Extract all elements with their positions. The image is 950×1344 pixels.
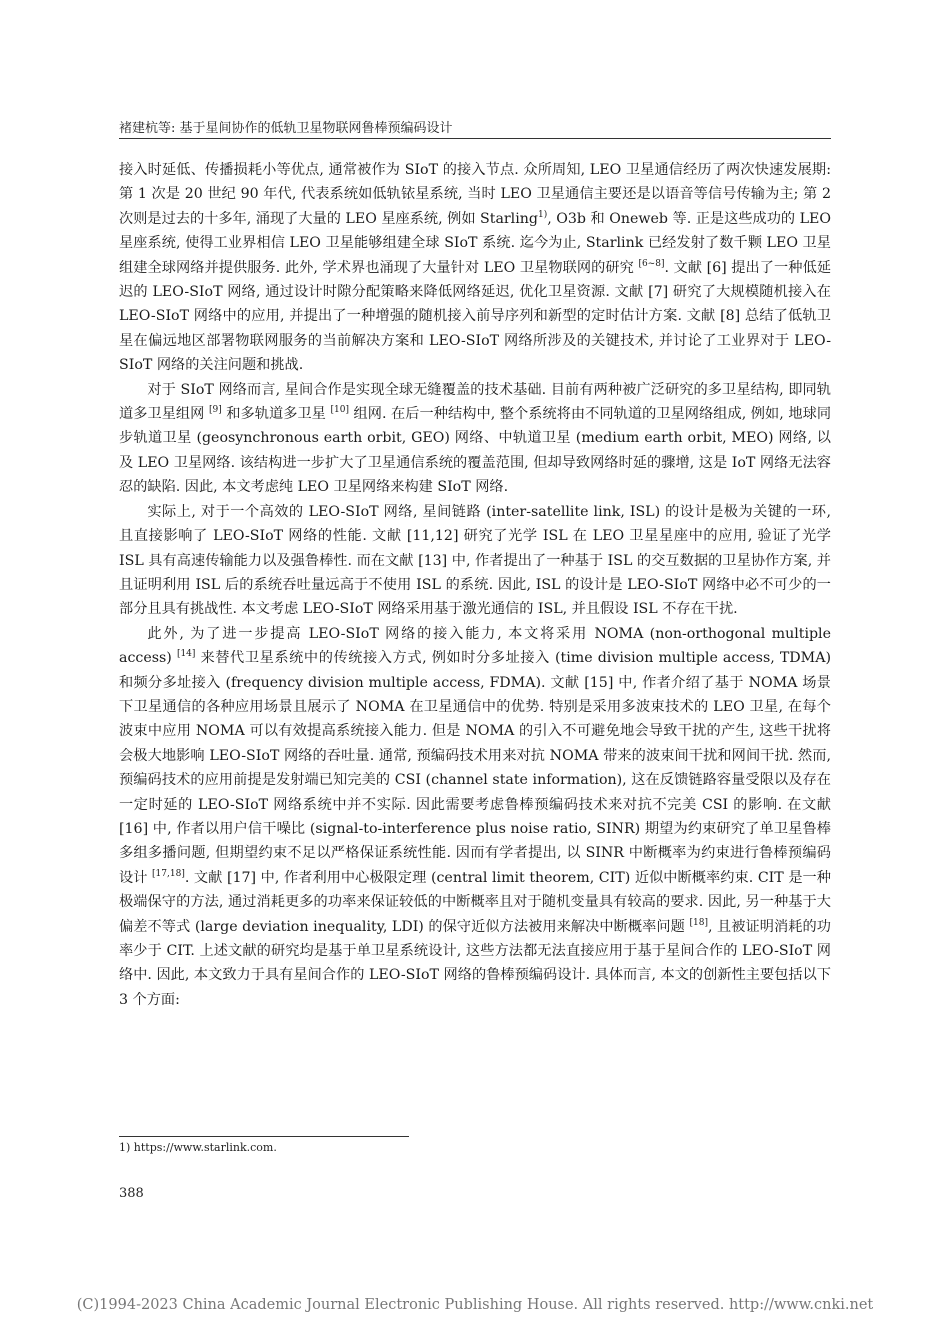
citation-superscript: [14] (176, 649, 196, 660)
paragraph-text: 此外, 为了进一步提高 LEO-SIoT 网络的接入能力, 本文将采用 NOMA (non-orthogonal multiple access) (119, 625, 831, 667)
footnote-rule (119, 1136, 409, 1137)
paragraph-text: 实际上, 对于一个高效的 LEO-SIoT 网络, 星间链路 (inter-satellite link, ISL) 的设计是极为关键的一环, 且直接影响了 LEO-SIoT 网络的性能. 文献 [11,12] 研究了光学 ISL 在 LEO 卫星星座中的应用, 验证了光学 ISL 具有高速传输能力以及强鲁棒性. 而在文献 [13] 中, 作者提出了一种基于 ISL 的交互数据的卫星协作方案, 并且证明利用 ISL 后的系统吞吐量远高于不使用 ISL 的系统. 因此, ISL 的设计是 LEO-SIoT 网络中必不可少的一部分且具有挑战性. 本文考虑 LEO-SIoT 网络采用基于激光通信的 ISL, 并且假设 ISL 不存在干扰. (119, 503, 831, 618)
body-text (119, 158, 831, 1012)
running-header: 褚建杭等: 基于星间协作的低轨卫星物联网鲁棒预编码设计 (119, 121, 453, 136)
paragraph (119, 378, 831, 500)
paragraph (119, 622, 831, 1013)
paragraph-text: 组网. 在后一种结构中, 整个系统将由不同轨道的卫星网络组成, 例如, 地球同步轨道卫星 (geosynchronous earth orbit, GEO) 网络、中轨道卫星 (medium earth orbit, MEO) 网络, 以及 LEO 卫星网络. 该结构进一步扩大了卫星通信系统的覆盖范围, 但却导致网络时延的骤增, 这是 IoT 网络无法容忍的缺陷. 因此, 本文考虑纯 LEO 卫星网络来构建 SIoT 网络. (119, 406, 832, 496)
page-number: 388 (119, 1186, 144, 1201)
paragraph-text: . 文献 [6] 提出了一种低延迟的 LEO-SIoT 网络, 通过设计时隙分配策略来降低网络延迟, 优化卫星资源. 文献 [7] 研究了大规模随机接入在 LEO-SIoT 网络中的应用, 并提出了一种增强的随机接入前导序列和新型的定时估计方案. 文献 [8] 总结了低轨卫星在偏远地区部署物联网服务的当前解决方案和 LEO-SIoT 网络所涉及的关键技术, 并讨论了工业界对于 LEO-SIoT 网络的关注问题和挑战. (119, 259, 832, 374)
citation-superscript: [17,18] (152, 868, 185, 879)
footnote: 1) https://www.starlink.com. (119, 1141, 277, 1154)
header-rule (119, 138, 831, 139)
paragraph (119, 158, 831, 378)
paragraph-text: . 文献 [17] 中, 作者利用中心极限定理 (central limit theorem, CIT) 近似中断概率约束. CIT 是一种极端保守的方法, 通过消耗更多的功率来保证较低的中断概率且对于随机变量具有较高的要求. 因此, 另一种基于大偏差不等式 (large deviation inequality, LDI) 的保守近似方法被用来解决中断概率问题 (119, 869, 831, 935)
citation-superscript: [10] (330, 405, 349, 416)
paragraph-text: , O3b 和 Oneweb 等. 正是这些成功的 LEO 星座系统, 使得工业界相信 LEO 卫星能够组建全球 SIoT 系统. 迄今为止, Starlink 已经发射了数千颗 LEO 卫星组建全球网络并提供服务. 此外, 学术界也涌现了大量针对 LEO 卫星物联网的研究 (119, 210, 831, 276)
citation-superscript: [18] (689, 917, 708, 928)
paragraph-text: 和多轨道多卫星 (221, 406, 331, 423)
paragraph-text: 对于 SIoT 网络而言, 星间合作是实现全球无缝覆盖的技术基础. 目前有两种被广泛研究的多卫星结构, 即同轨道多卫星组网 (119, 381, 831, 423)
paragraph-text: 接入时延低、传播损耗小等优点, 通常被作为 SIoT 的接入节点. 众所周知, LEO 卫星通信经历了两次快速发展期: 第 1 次是 20 世纪 90 年代, 代表系统如低轨铱星系统, 当时 LEO 卫星通信主要还是以语音等信号传输为主; 第 2 次则是过去的十多年, 涌现了大量的 LEO 星座系统, 例如 Starling (119, 162, 831, 227)
citation-superscript: [9] (208, 405, 222, 416)
citation-superscript: 1) (537, 209, 548, 220)
citation-superscript: [6~8] (638, 258, 665, 269)
copyright-notice: (C)1994-2023 China Academic Journal Electronic Publishing House. All rights reserved. http://www.cnki.net (76, 1297, 874, 1313)
paragraph-text: 来替代卫星系统中的传统接入方式, 例如时分多址接入 (time division multiple access, TDMA) 和频分多址接入 (frequency division multiple access, FDMA). 文献 [15] 中, 作者介绍了基于 NOMA 场景下卫星通信的各种应用场景且展示了 NOMA 在卫星通信中的优势. 特别是采用多波束技术的 LEO 卫星, 在每个波束中应用 NOMA 可以有效提高系统接入能力. 但是 NOMA 的引入不可避免地会导致干扰的产生, 这些干扰将会极大地影响 LEO-SIoT 网络的吞吐量. 通常, 预编码技术用来对抗 NOMA 带来的波束间干扰和网间干扰. 然而, 预编码技术的应用前提是发射端已知完美的 CSI (channel state information), 这在反馈链路容量受限以及存在一定时延的 LEO-SIoT 网络系统中并不实际. 因此需要考虑鲁棒预编码技术来对抗不完美 CSI 的影响. 在文献 [16] 中, 作者以用户信干噪比 (signal-to-interference plus noise ratio, SINR) 期望为约束研究了单卫星鲁棒多组多播问题, 但期望约束不足以严格保证系统性能. 因而有学者提出, 以 SINR 中断概率为约束进行鲁棒预编码设计 (119, 650, 831, 886)
paragraph (119, 500, 831, 622)
paragraph-text: , 且被证明消耗的功率少于 CIT. 上述文献的研究均是基于单卫星系统设计, 这些方法都无法直接应用于基于星间合作的 LEO-SIoT 网络中. 因此, 本文致力于具有星间合作的 LEO-SIoT 网络的鲁棒预编码设计. 具体而言, 本文的创新性主要包括以下 3 个方面: (119, 918, 831, 1008)
